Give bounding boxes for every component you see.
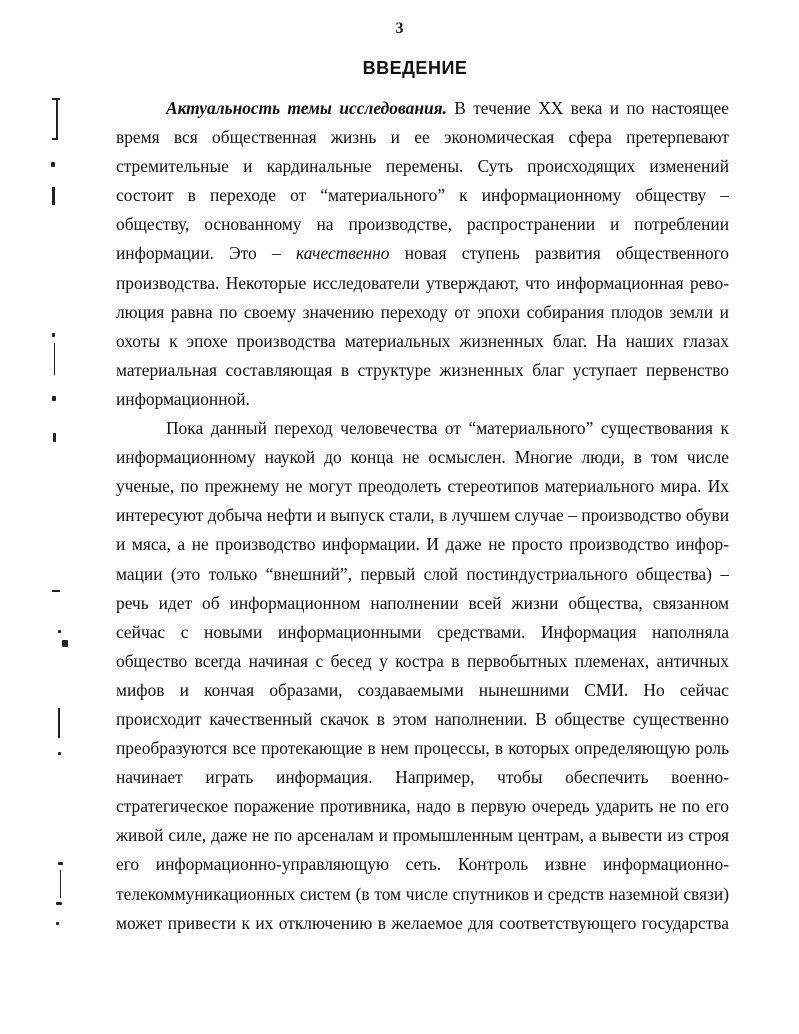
paragraph-1-line-6: информации. Это – качественно новая ступень развития общественного (116, 243, 729, 264)
scan-mark (62, 640, 68, 647)
scan-mark (56, 922, 59, 925)
emphasized-word: качественно (296, 243, 390, 264)
scan-mark (56, 99, 58, 139)
paragraph-2-line-17: телекоммуникационных систем (в том числе спутников и средств наземной связи) (116, 883, 729, 904)
paragraph-1-line-3: стремительные и кардинальные перемены. Суть происходящих изменений (116, 156, 729, 177)
scan-mark (58, 862, 63, 865)
scan-mark (52, 396, 56, 401)
paragraph-2-line-9: общество всегда начиная с бесед у костра в первобытных племенах, античных (116, 650, 729, 671)
scan-mark (52, 333, 55, 337)
paragraph-1-line-11: информационной. (116, 388, 250, 409)
paragraph-2-line-6: мации (это только “внешний”, первый слой постиндустриального общества) – (116, 563, 729, 584)
scan-mark (52, 187, 55, 205)
paragraph-2-line-16: его информационно-управляющую сеть. Контроль извне информационно- (116, 854, 729, 875)
scan-mark (53, 433, 56, 442)
page-number: 3 (395, 20, 404, 37)
paragraph-2-line-18: может привести к их отключению в желаемое для соответствующего государства (116, 912, 729, 933)
paragraph-2-line-2: информационному наукой до конца не осмыслен. Многие люди, в том числе (116, 447, 729, 468)
paragraph-1-line-10: материальная составляющая в структуре жизненных благ уступает первенство (116, 359, 729, 380)
paragraph-2-line-15: живой силе, даже не по арсеналам и промышленным центрам, а вывести из строя (116, 825, 729, 846)
paragraph-2-line-14: стратегическое поражение противника, надо в первую очередь ударить не по его (116, 796, 729, 817)
scan-mark (58, 630, 61, 633)
scan-mark (58, 708, 60, 738)
paragraph-1-line-5: обществу, основанному на производстве, распространении и потреблении (116, 214, 729, 235)
paragraph-2-line-1: Пока данный переход человечества от “материального” существования к (166, 418, 729, 439)
paragraph-1-line-8: люция равна по своему значению переходу от эпохи собирания плодов земли и (116, 301, 729, 322)
paragraph-2-line-7: речь идет об информационном наполнении всей жизни общества, связанном (116, 592, 729, 613)
body-text (116, 94, 729, 938)
scan-mark (52, 138, 58, 140)
paragraph-1-line-4: состоит в переходе от “материального” к информационному обществу – (116, 185, 729, 206)
paragraph-2-line-5: и мяса, а не производство информации. И даже не просто производство инфор- (116, 534, 729, 555)
paragraph-2-line-12: преобразуются все протекающие в нем процессы, в которых определяющую роль (116, 738, 729, 759)
scan-mark (51, 162, 55, 167)
section-heading: ВВЕДЕНИЕ (362, 58, 468, 78)
paragraph-1-line-1: Актуальность темы исследования. В течение XX века и по настоящее (166, 98, 729, 118)
paragraph-1-line-9: охоты к эпохе производства материальных жизненных благ. На наших глазах (116, 330, 729, 351)
paragraph-2-line-3: ученые, по прежнему не могут преодолеть стереотипов материального мира. Их (116, 476, 729, 497)
paragraph-2-line-8: сейчас с новыми информационными средствами. Информация наполняла (116, 621, 729, 642)
paragraph-2-line-13: начинает играть информация. Например, чтобы обеспечить военно- (116, 767, 729, 788)
scan-mark (60, 870, 61, 898)
paragraph-1-line-2: время вся общественная жизнь и ее экономическая сфера претерпевают (116, 127, 729, 148)
scan-mark (54, 343, 55, 375)
topic-relevance-lead: Актуальность темы исследования. (166, 98, 447, 118)
paragraph-2-line-4: интересуют добыча нефти и выпуск стали, в лучшем случае – производство обуви (116, 505, 729, 526)
scan-mark (58, 752, 61, 755)
scan-mark (52, 590, 60, 592)
paragraph-2-line-10: мифов и кончая образами, создаваемыми нынешними СМИ. Но сейчас (116, 679, 729, 700)
scan-mark (56, 902, 62, 905)
paragraph-2-line-11: происходит качественный скачок в этом наполнении. В обществе существенно (116, 708, 729, 729)
paragraph-1-line-7: производства. Некоторые исследователи утверждают, что информационная рево- (116, 272, 729, 293)
